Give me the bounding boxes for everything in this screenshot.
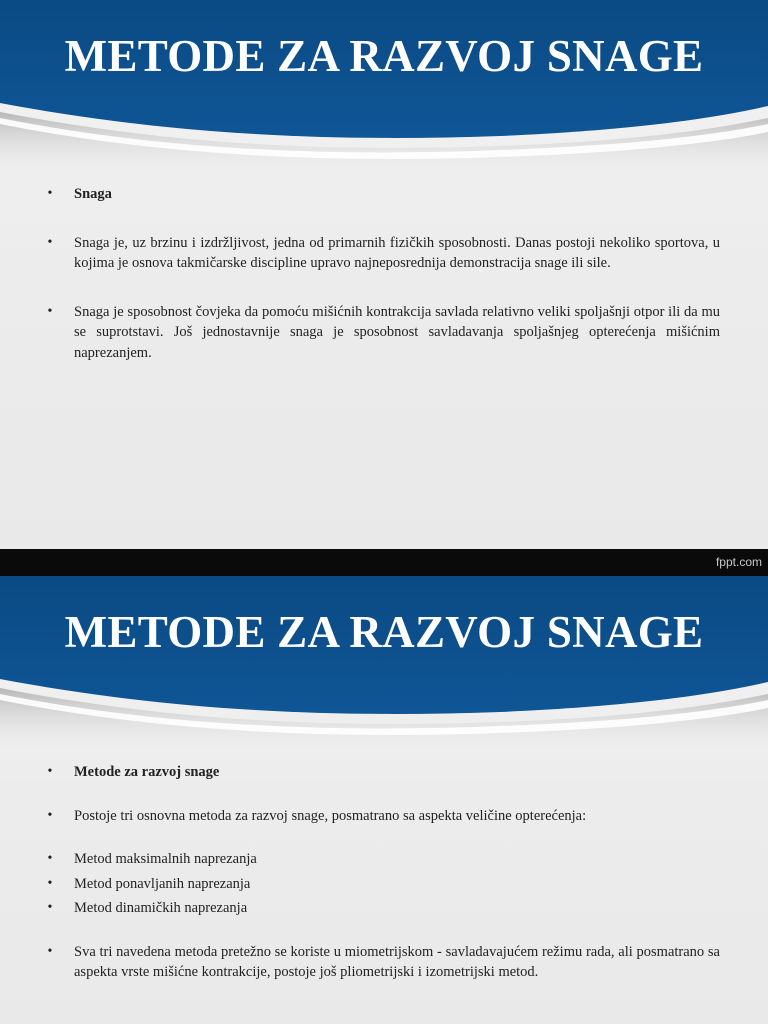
header-banner xyxy=(0,576,768,751)
bullet-icon: • xyxy=(47,764,53,779)
list-item xyxy=(43,942,720,983)
bullet-icon: • xyxy=(47,875,53,891)
list-item xyxy=(43,874,720,895)
bullet-icon: • xyxy=(47,186,53,201)
list-item xyxy=(43,184,720,205)
list-item xyxy=(43,302,720,364)
bullet-icon: • xyxy=(47,234,53,250)
slide-title: METODE ZA RAZVOJ SNAGE xyxy=(64,31,704,81)
slide-content xyxy=(43,762,720,983)
slide-title: METODE ZA RAZVOJ SNAGE xyxy=(64,607,704,657)
method-item: Metod ponavljanih naprezanja xyxy=(74,875,251,892)
slide-content xyxy=(43,184,720,363)
header-banner xyxy=(0,0,768,175)
paragraph: Postoje tri osnovna metoda za razvoj snage, posmatrano sa aspekta veličine opterećenja: xyxy=(74,807,587,824)
method-item: Metod maksimalnih naprezanja xyxy=(74,851,257,867)
bullet-icon: • xyxy=(47,807,53,823)
list-item xyxy=(43,898,720,919)
paragraph: Sva tri navedena metoda pretežno se koriste u miometrijskom - savladavajućem režimu rada, ali posmatrano sa aspekta vrste mišićne kontrakcije, postoje još pliometrijski i izometrijski metod. xyxy=(74,943,720,980)
bullet-icon: • xyxy=(47,851,53,866)
list-item xyxy=(43,233,720,274)
slide-separator xyxy=(0,549,768,576)
method-item: Metod dinamičkih naprezanja xyxy=(74,900,248,916)
bullet-icon: • xyxy=(47,943,53,959)
section-heading: Metode za razvoj snage xyxy=(74,764,220,780)
section-heading: Snaga xyxy=(74,186,112,202)
bullet-icon: • xyxy=(47,900,53,915)
paragraph: Snaga je sposobnost čovjeka da pomoću mišićnih kontrakcija savlada relativno veliki spoljašnji otpor ili da mu se suprotstavi. Još jednostavnije snaga je sposobnost savladavanja spoljašnjeg opterećenja mišićnim naprezanjem. xyxy=(74,303,720,361)
list-item xyxy=(43,849,720,870)
brand-watermark: fppt.com xyxy=(715,555,762,569)
list-item xyxy=(43,762,720,783)
paragraph: Snaga je, uz brzinu i izdržljivost, jedna od primarnih fizičkih sposobnosti. Danas postoji nekoliko sportova, u kojima je osnova takmičarske discipline upravo najneposrednija demonstracija snage ili sile. xyxy=(74,234,720,271)
bullet-icon: • xyxy=(47,303,53,319)
list-item xyxy=(43,806,720,827)
slide-2 xyxy=(0,576,768,1024)
